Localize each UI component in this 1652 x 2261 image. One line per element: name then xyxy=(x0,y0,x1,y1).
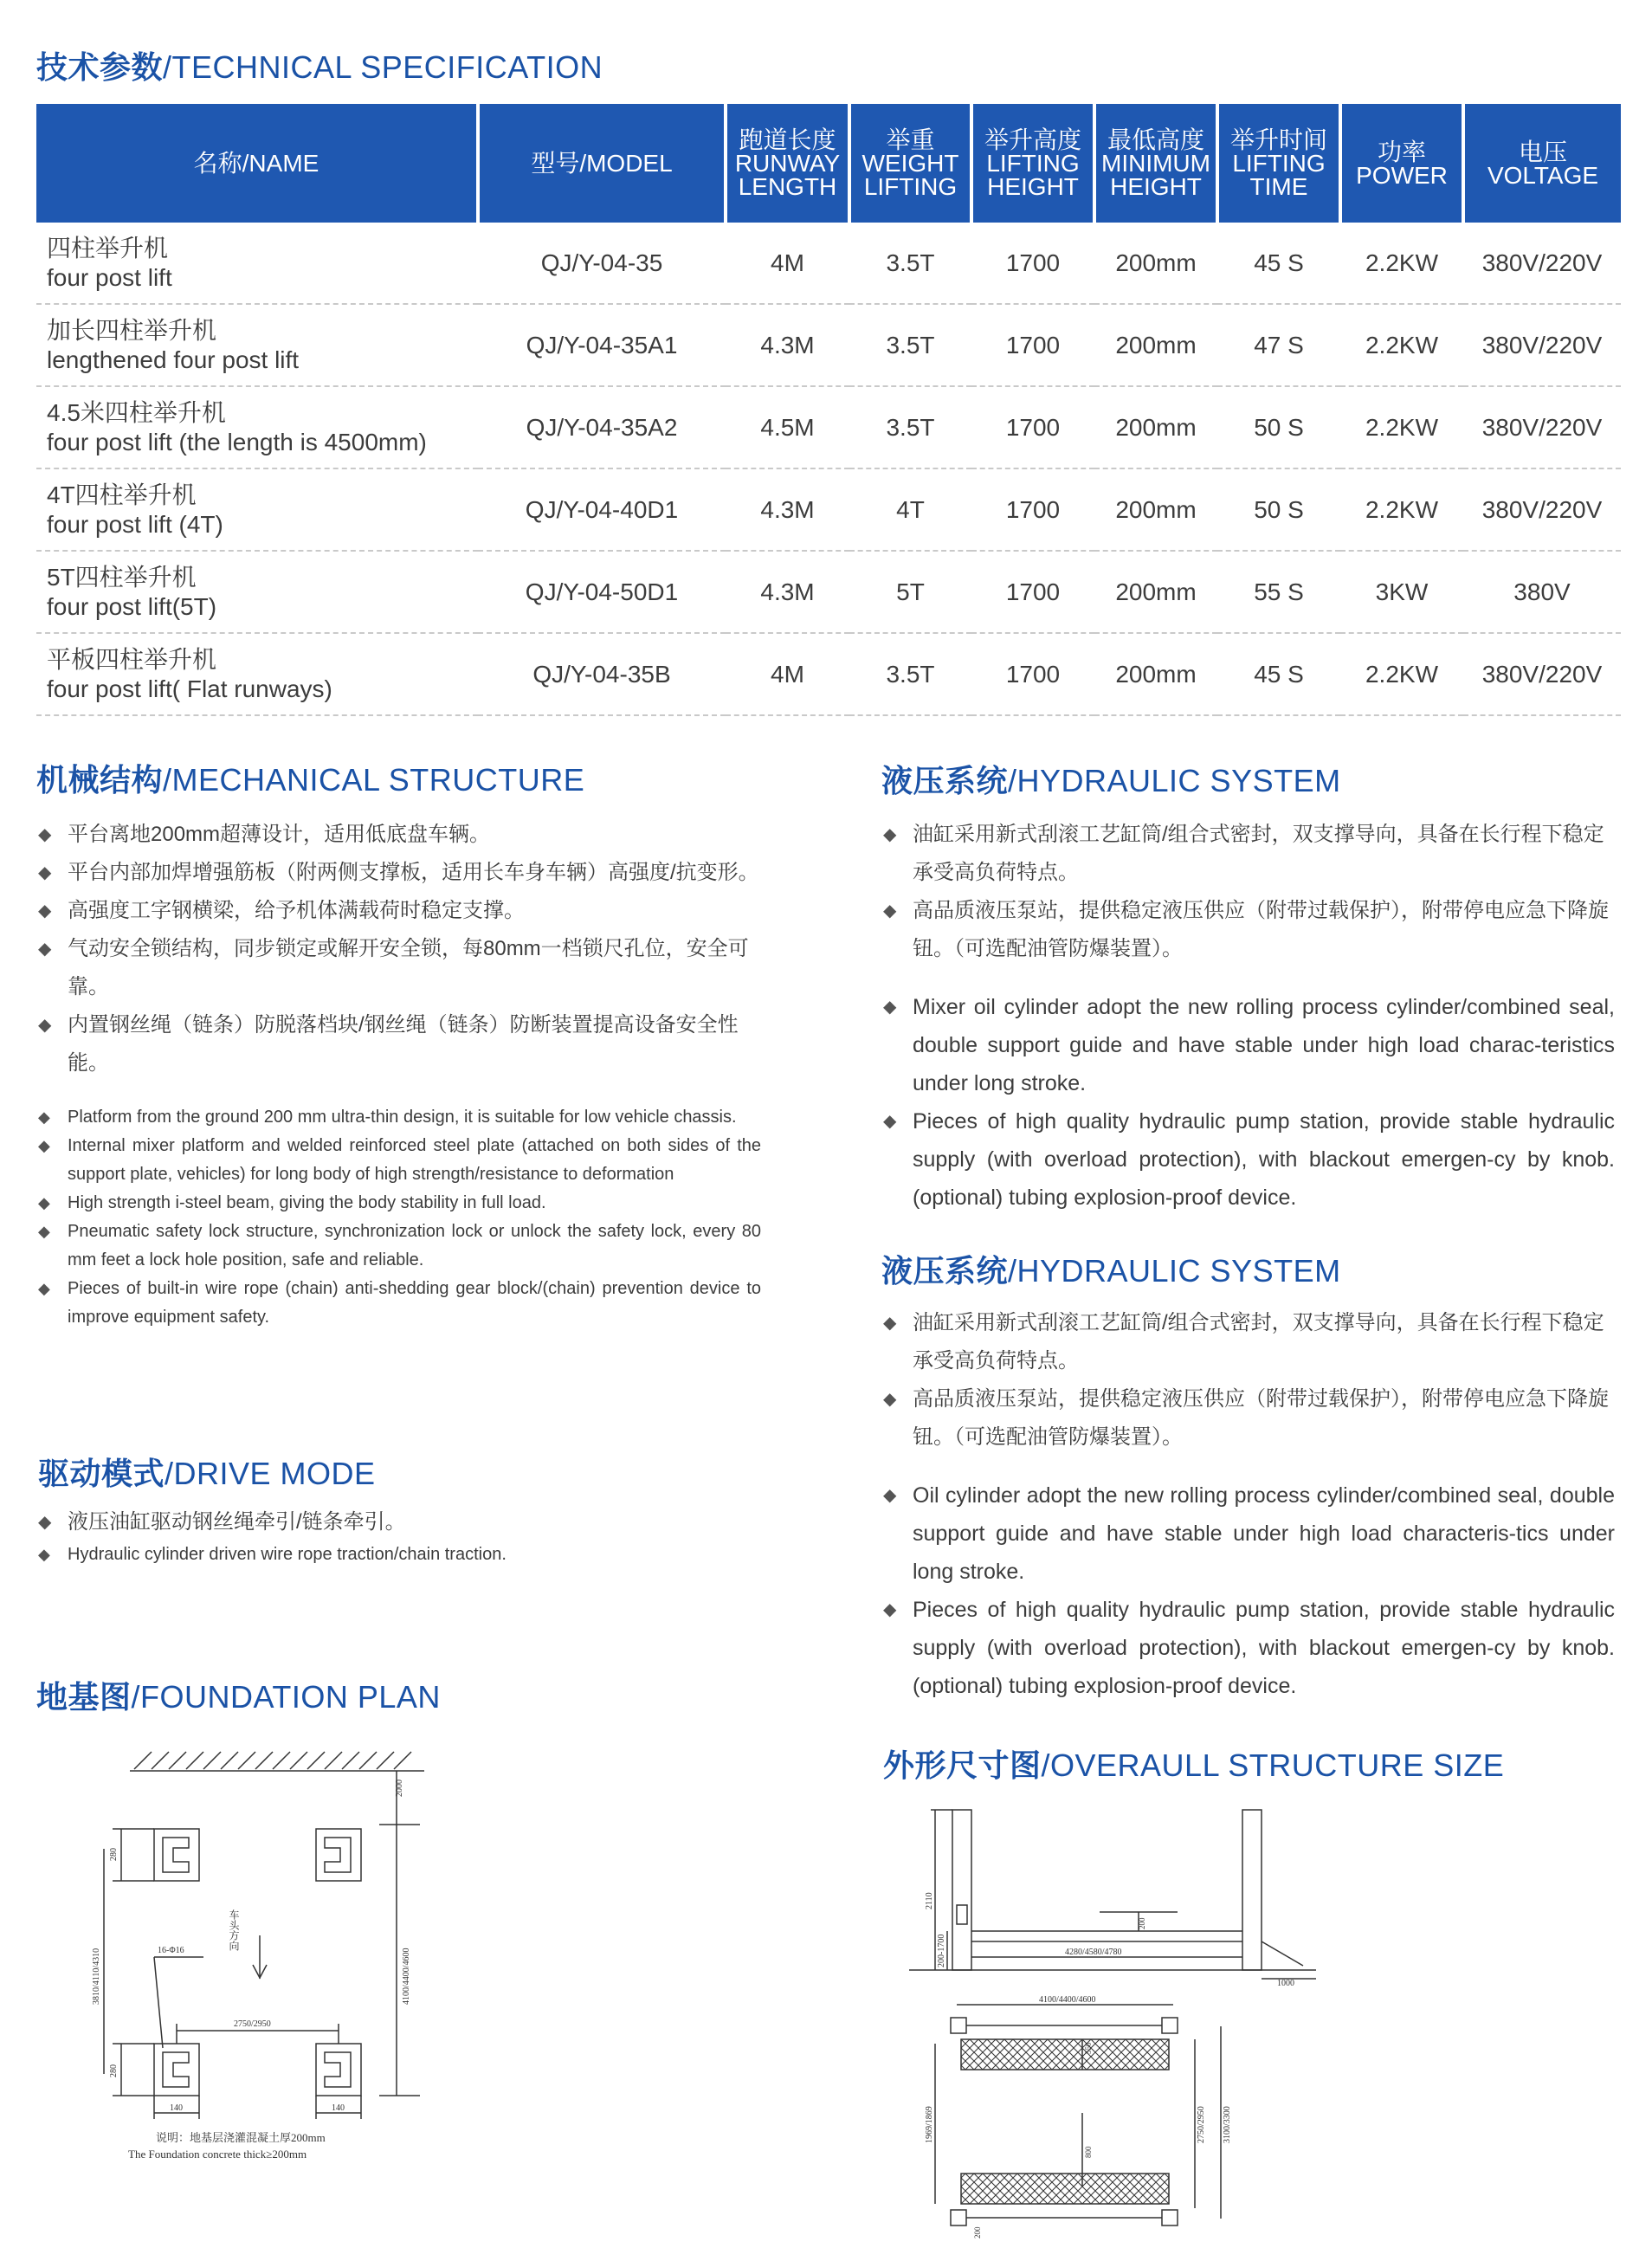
side-ramp xyxy=(1262,1941,1303,1966)
name-zh: 加长四柱举升机 xyxy=(47,316,217,344)
bullet-icon: ◆ xyxy=(38,940,52,959)
cell-name xyxy=(36,304,478,386)
drive-title-en: /DRIVE MODE xyxy=(165,1456,376,1491)
table-row xyxy=(36,223,1621,304)
dim-runway-w: 800 xyxy=(1084,2146,1093,2158)
col-model-label: 型号/MODEL xyxy=(531,150,673,177)
list-item xyxy=(38,892,761,930)
list-item-text: Hydraulic cylinder driven wire rope traction/chain traction. xyxy=(68,1545,507,1564)
cell-runway: 4.5M xyxy=(726,386,849,468)
cell-min-height: 200mm xyxy=(1094,551,1217,633)
top-post-tl xyxy=(951,2018,966,2033)
list-item-text: Pieces of high quality hydraulic pump station, provide stable hydraulic supply (with overload protection), with blackout emergen-cy by knob. (optional) tubing explosion-proof device. xyxy=(913,1598,1615,1698)
cell-power: 3KW xyxy=(1340,551,1463,633)
list-item xyxy=(883,1102,1615,1217)
cell-weight: 3.5T xyxy=(849,304,971,386)
col-power-en: POWER xyxy=(1356,161,1448,189)
dim-top-pad: 280 xyxy=(109,1848,119,1861)
col-weight xyxy=(849,104,971,223)
dim-span: 2750/2950 xyxy=(234,2019,271,2029)
cell-height: 1700 xyxy=(971,633,1094,715)
table-row xyxy=(36,468,1621,551)
cell-time: 50 S xyxy=(1217,468,1340,551)
cell-name xyxy=(36,633,478,715)
hydraulic2-list-en xyxy=(883,1476,1615,1705)
col-lifting-time-en: LIFTING TIME xyxy=(1232,150,1326,200)
dim-pad-w1: 140 xyxy=(170,2103,183,2113)
list-item xyxy=(883,1380,1615,1457)
list-item xyxy=(38,1218,761,1275)
name-en: four post lift(5T) xyxy=(47,592,217,620)
cell-weight: 4T xyxy=(849,468,971,551)
list-item xyxy=(883,1591,1615,1705)
spec-body xyxy=(36,223,1621,715)
name-en: four post lift (the length is 4500mm) xyxy=(47,428,427,455)
cell-name xyxy=(36,223,478,304)
hydraulic2-list-zh xyxy=(883,1304,1615,1457)
list-item-text: 高品质液压泵站，提供稳定液压供应（附带过载保护），附带停电应急下降旋钮。（可选配油管防爆装置）。 xyxy=(913,1387,1609,1449)
col-model xyxy=(478,104,726,223)
list-item-text: Mixer oil cylinder adopt the new rolling process cylinder/combined seal, double support guide and have stable under high load charac-teristics under long stroke. xyxy=(913,995,1615,1095)
list-item xyxy=(883,1304,1615,1380)
cell-runway: 4.3M xyxy=(726,468,849,551)
list-item xyxy=(883,988,1615,1102)
col-runway-en: RUNWAY LENGTH xyxy=(734,150,841,200)
wall-hatch xyxy=(134,1752,411,1769)
bullet-icon: ◆ xyxy=(38,1280,50,1297)
col-min-height-zh: 最低高度 xyxy=(1107,126,1204,153)
cell-runway: 4M xyxy=(726,223,849,304)
cell-model: QJ/Y-04-35 xyxy=(478,223,726,304)
dim-bottom-pad: 280 xyxy=(109,2064,119,2077)
name-zh: 4.5米四柱举升机 xyxy=(47,398,226,426)
table-row xyxy=(36,386,1621,468)
list-item-text: 内置钢丝绳（链条）防脱落档块/钢丝绳（链条）防断装置提高设备安全性能。 xyxy=(68,1013,739,1075)
name-en: four post lift xyxy=(47,263,172,291)
bullet-icon: ◆ xyxy=(38,1108,50,1126)
list-item-text: High strength i-steel beam, giving the body stability in full load. xyxy=(68,1193,546,1212)
side-post-left xyxy=(952,1810,971,1970)
runway-right xyxy=(961,2174,1169,2204)
foundation-note-en: The Foundation concrete thick≥200mm xyxy=(128,2148,307,2161)
bullet-icon: ◆ xyxy=(38,1513,52,1532)
col-lifting-height-zh: 举升高度 xyxy=(984,126,1081,153)
col-min-height-en: MINIMUM HEIGHT xyxy=(1101,150,1210,200)
cell-voltage: 380V/220V xyxy=(1463,223,1621,304)
list-item xyxy=(38,1006,761,1082)
cell-height: 1700 xyxy=(971,551,1094,633)
list-item-text: 液压油缸驱动钢丝绳牵引/链条牵引。 xyxy=(68,1510,406,1534)
hydraulic2-title xyxy=(881,1247,1341,1291)
post-tr xyxy=(325,1838,351,1872)
cell-height: 1700 xyxy=(971,468,1094,551)
foundation-title-zh: 地基图 xyxy=(36,1679,132,1715)
bullet-icon: ◆ xyxy=(883,901,897,921)
drive-list-en xyxy=(38,1541,761,1569)
overall-title xyxy=(883,1741,1504,1786)
list-item-text: Internal mixer platform and welded reinforced steel plate (attached on both sides of the support plate, vehicles) for long body of high strength/resistance to deformation xyxy=(68,1136,761,1184)
bullet-icon: ◆ xyxy=(883,1486,897,1505)
dim-inner-w: 1969/1869 xyxy=(925,2106,934,2143)
cell-weight: 3.5T xyxy=(849,386,971,468)
spec-header-row xyxy=(36,104,1621,223)
top-post-bl xyxy=(951,2210,966,2225)
col-name-label: 名称/NAME xyxy=(193,150,319,177)
cell-time: 45 S xyxy=(1217,633,1340,715)
cell-power: 2.2KW xyxy=(1340,386,1463,468)
tech-spec-title-en: /TECHNICAL SPECIFICATION xyxy=(163,49,603,85)
dim-outer-w: 2750/2950 xyxy=(1197,2106,1206,2143)
list-item xyxy=(38,1275,761,1332)
bullet-icon: ◆ xyxy=(883,1314,897,1333)
list-item xyxy=(38,1189,761,1218)
cell-time: 55 S xyxy=(1217,551,1340,633)
cell-runway: 4.3M xyxy=(726,304,849,386)
top-post-tr xyxy=(1162,2018,1178,2033)
bullet-icon: ◆ xyxy=(38,1194,50,1211)
dim-pad-w2: 140 xyxy=(332,2103,345,2113)
hydraulic1-list-en xyxy=(883,988,1615,1217)
bullet-icon: ◆ xyxy=(883,825,897,844)
bullet-icon: ◆ xyxy=(38,863,52,882)
list-item-text: 平台离地200mm超薄设计，适用低底盘车辆。 xyxy=(68,823,491,846)
hydraulic1-title-zh: 液压系统 xyxy=(881,763,1009,798)
mechanical-title xyxy=(36,756,584,800)
cell-min-height: 200mm xyxy=(1094,386,1217,468)
name-zh: 平板四柱举升机 xyxy=(47,645,217,673)
cell-voltage: 380V/220V xyxy=(1463,386,1621,468)
col-voltage-en: VOLTAGE xyxy=(1487,161,1599,189)
overall-title-en: /OVERAULL STRUCTURE SIZE xyxy=(1041,1747,1505,1783)
name-en: four post lift( Flat runways) xyxy=(47,675,332,702)
col-runway xyxy=(726,104,849,223)
dim-length-right: 4100/4400/4600 xyxy=(402,1948,411,2005)
mechanical-list-zh xyxy=(38,816,761,1082)
direction-label: 车头方向 xyxy=(228,1909,240,1951)
bullet-icon: ◆ xyxy=(38,1546,50,1563)
bullet-icon: ◆ xyxy=(38,901,52,921)
list-item-text: Oil cylinder adopt the new rolling process cylinder/combined seal, double support guide and have stable under high load characteris-tics under long stroke. xyxy=(913,1483,1615,1584)
list-item-text: 油缸采用新式刮滚工艺缸筒/组合式密封，双支撑导向，具备在长行程下稳定承受高负荷特点。 xyxy=(913,823,1604,884)
cell-model: QJ/Y-04-40D1 xyxy=(478,468,726,551)
mechanical-title-zh: 机械结构 xyxy=(36,762,164,798)
tech-spec-title xyxy=(36,43,603,87)
list-item-text: 高强度工字钢横梁，给予机体满载荷时稳定支撑。 xyxy=(68,899,525,922)
col-name xyxy=(36,104,478,223)
cell-voltage: 380V xyxy=(1463,551,1621,633)
col-power-zh: 功率 xyxy=(1377,138,1426,165)
cell-power: 2.2KW xyxy=(1340,633,1463,715)
list-item xyxy=(38,1132,761,1189)
col-voltage-zh: 电压 xyxy=(1518,138,1567,165)
pad-top-right xyxy=(316,1829,361,1881)
list-item xyxy=(38,1541,761,1569)
bullet-icon: ◆ xyxy=(883,998,897,1017)
cell-power: 2.2KW xyxy=(1340,223,1463,304)
dim-lift-range: 200-1700 xyxy=(937,1934,946,1967)
cell-name xyxy=(36,468,478,551)
dim-ramp-len: 1000 xyxy=(1277,1979,1294,1987)
bullet-icon: ◆ xyxy=(38,1016,52,1035)
hydraulic1-title xyxy=(881,757,1341,801)
hydraulic1-list-zh xyxy=(883,816,1615,968)
list-item-text: Pieces of built-in wire rope (chain) anti-shedding gear block/(chain) prevention device to improve equipment safety. xyxy=(68,1279,761,1327)
drive-list-zh xyxy=(38,1503,761,1541)
drive-title-zh: 驱动模式 xyxy=(38,1456,165,1491)
dim-run-len: 4280/4580/4780 xyxy=(1065,1948,1122,1957)
side-post-right xyxy=(1242,1810,1262,1970)
bullet-icon: ◆ xyxy=(883,1600,897,1619)
pad-top-left xyxy=(154,1829,199,1881)
list-item xyxy=(38,930,761,1006)
post-bl xyxy=(163,2052,189,2087)
name-zh: 4T四柱举升机 xyxy=(47,481,197,508)
col-runway-zh: 跑道长度 xyxy=(739,126,836,153)
cell-height: 1700 xyxy=(971,386,1094,468)
hydraulic1-title-en: /HYDRAULIC SYSTEM xyxy=(1008,763,1341,798)
bullet-icon: ◆ xyxy=(38,1137,50,1154)
foundation-note-zh: 说明：地基层浇灌混凝土厚200mm xyxy=(156,2131,326,2144)
list-item-text: Pneumatic safety lock structure, synchronization lock or unlock the safety lock, every 80 mm feet a lock hole position, safe and reliable. xyxy=(68,1222,761,1269)
table-row xyxy=(36,551,1621,633)
tech-spec-title-zh: 技术参数 xyxy=(36,49,164,85)
cell-time: 50 S xyxy=(1217,386,1340,468)
list-item-text: 高品质液压泵站，提供稳定液压供应（附带过载保护），附带停电应急下降旋钮。（可选配油管防爆装置）。 xyxy=(913,899,1609,960)
cell-min-height: 200mm xyxy=(1094,633,1217,715)
cell-model: QJ/Y-04-50D1 xyxy=(478,551,726,633)
cell-time: 47 S xyxy=(1217,304,1340,386)
post-tl xyxy=(163,1838,189,1872)
cell-height: 1700 xyxy=(971,223,1094,304)
overall-top-view xyxy=(909,1992,1273,2251)
pad-bottom-left xyxy=(154,2044,199,2096)
overall-title-zh: 外形尺寸图 xyxy=(883,1747,1042,1783)
list-item xyxy=(38,1503,761,1541)
list-item-text: Platform from the ground 200 mm ultra-thin design, it is suitable for low vehicle chassis. xyxy=(68,1108,737,1127)
foundation-title-en: /FOUNDATION PLAN xyxy=(131,1679,441,1715)
dim-post-w: 200 xyxy=(973,2226,982,2238)
pad-bottom-right xyxy=(316,2044,361,2096)
runway-left xyxy=(961,2039,1169,2070)
cell-power: 2.2KW xyxy=(1340,304,1463,386)
hydraulic2-title-en: /HYDRAULIC SYSTEM xyxy=(1008,1253,1341,1289)
dim-ramp-h: 200 xyxy=(1138,1917,1146,1929)
dim-gap: 550 xyxy=(1084,2042,1093,2054)
cell-min-height: 200mm xyxy=(1094,223,1217,304)
dim-bolt: 16-Φ16 xyxy=(158,1946,184,1955)
table-row xyxy=(36,304,1621,386)
list-item-text: Pieces of high quality hydraulic pump station, provide stable hydraulic supply (with overload protection), with blackout emergen-cy by knob. (optional) tubing explosion-proof device. xyxy=(913,1109,1615,1210)
cell-voltage: 380V/220V xyxy=(1463,468,1621,551)
col-lifting-height xyxy=(971,104,1094,223)
list-item xyxy=(883,892,1615,968)
side-control-box xyxy=(957,1905,967,1924)
cell-min-height: 200mm xyxy=(1094,304,1217,386)
col-weight-zh: 举重 xyxy=(886,126,935,153)
cell-voltage: 380V/220V xyxy=(1463,304,1621,386)
hydraulic2-title-zh: 液压系统 xyxy=(881,1253,1009,1289)
name-en: lengthened four post lift xyxy=(47,346,300,373)
dim-length-left: 3810/4110/4310 xyxy=(92,1948,101,2005)
mechanical-title-en: /MECHANICAL STRUCTURE xyxy=(163,762,585,798)
list-item-text: 平台内部加焊增强筋板（附两侧支撑板，适用长车身车辆）高强度/抗变形。 xyxy=(68,861,759,884)
col-lifting-height-en: LIFTING HEIGHT xyxy=(986,150,1080,200)
col-weight-en: WEIGHT LIFTING xyxy=(861,150,959,200)
post-br xyxy=(325,2052,351,2087)
cell-weight: 3.5T xyxy=(849,223,971,304)
col-voltage xyxy=(1463,104,1621,223)
foundation-title xyxy=(36,1673,441,1717)
cell-height: 1700 xyxy=(971,304,1094,386)
cell-weight: 5T xyxy=(849,551,971,633)
dim-overall-height: 2110 xyxy=(925,1892,934,1909)
list-item xyxy=(38,1103,761,1132)
cell-name xyxy=(36,386,478,468)
cell-name xyxy=(36,551,478,633)
table-row xyxy=(36,633,1621,715)
bullet-icon: ◆ xyxy=(883,1112,897,1131)
list-item-text: 气动安全锁结构，同步锁定或解开安全锁，每80mm一档锁尺孔位，安全可靠。 xyxy=(68,937,749,998)
col-lifting-time-zh: 举升时间 xyxy=(1229,126,1327,153)
list-item-text: 油缸采用新式刮滚工艺缸筒/组合式密封，双支撑导向，具备在长行程下稳定承受高负荷特点。 xyxy=(913,1311,1604,1373)
list-item xyxy=(883,816,1615,892)
top-post-br xyxy=(1162,2210,1178,2225)
cell-runway: 4M xyxy=(726,633,849,715)
list-item xyxy=(38,816,761,854)
dim-top-gap: 2000 xyxy=(395,1780,404,1797)
col-min-height xyxy=(1094,104,1217,223)
drive-title xyxy=(38,1450,376,1494)
list-item xyxy=(38,854,761,892)
cell-weight: 3.5T xyxy=(849,633,971,715)
col-lifting-time xyxy=(1217,104,1340,223)
spec-table xyxy=(36,104,1621,716)
bullet-icon: ◆ xyxy=(38,825,52,844)
dim-top-len: 4100/4400/4600 xyxy=(1039,1995,1096,2005)
bullet-icon: ◆ xyxy=(883,1390,897,1409)
cell-voltage: 380V/220V xyxy=(1463,633,1621,715)
cell-model: QJ/Y-04-35A2 xyxy=(478,386,726,468)
name-zh: 四柱举升机 xyxy=(47,234,169,262)
name-en: four post lift (4T) xyxy=(47,510,223,538)
cell-min-height: 200mm xyxy=(1094,468,1217,551)
name-zh: 5T四柱举升机 xyxy=(47,563,197,591)
foundation-drawing xyxy=(87,1745,450,2187)
mechanical-list-en xyxy=(38,1103,761,1332)
overall-side-view xyxy=(909,1801,1325,1987)
cell-power: 2.2KW xyxy=(1340,468,1463,551)
cell-model: QJ/Y-04-35B xyxy=(478,633,726,715)
list-item xyxy=(883,1476,1615,1591)
bullet-icon: ◆ xyxy=(38,1223,50,1240)
col-power xyxy=(1340,104,1463,223)
cell-time: 45 S xyxy=(1217,223,1340,304)
cell-runway: 4.3M xyxy=(726,551,849,633)
dim-total-w: 3100/3300 xyxy=(1223,2106,1232,2143)
cell-model: QJ/Y-04-35A1 xyxy=(478,304,726,386)
